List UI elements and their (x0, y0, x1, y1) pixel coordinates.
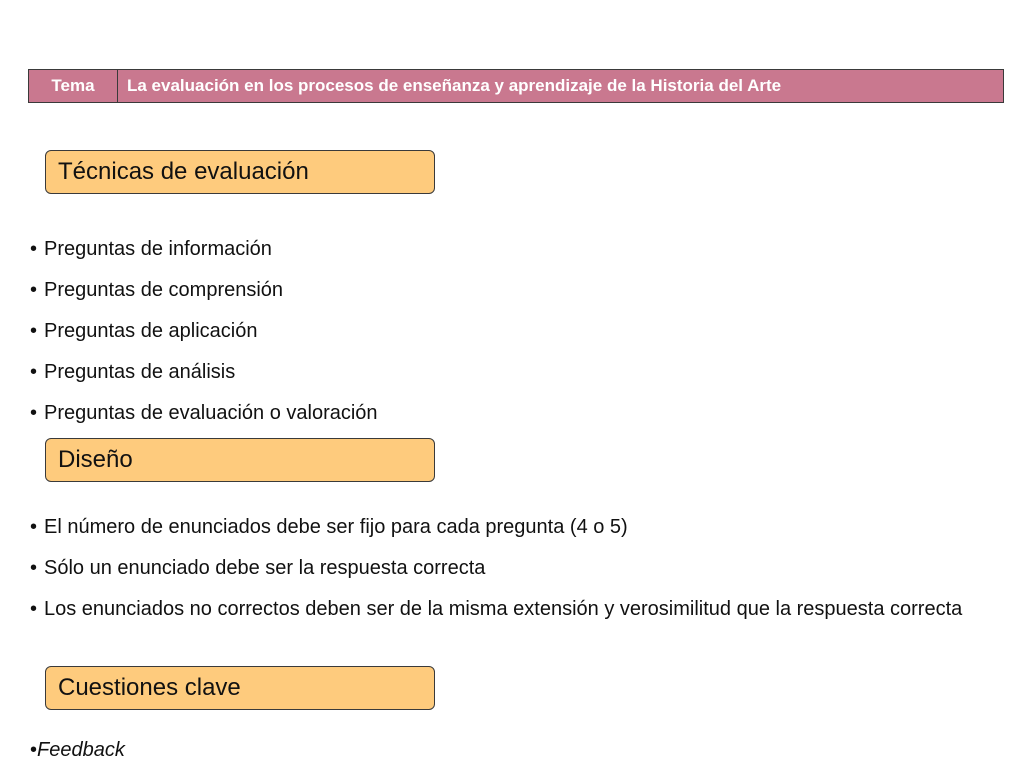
tecnicas-list (30, 236, 378, 441)
list-item: • El número de enunciados debe ser fijo para cada pregunta (4 o 5) (30, 514, 986, 541)
list-item: • Los enunciados no correctos deben ser de la misma extensión y verosimilitud que la respuesta correcta (30, 596, 986, 623)
diseno-list (30, 514, 986, 637)
list-item: •Feedback (30, 739, 125, 761)
list-item: • Preguntas de información (30, 236, 378, 263)
section-title-cuestiones: Cuestiones clave (45, 666, 435, 710)
bullet-icon: • (30, 739, 38, 761)
topic-header-table (28, 69, 1004, 103)
bullet-icon: • (30, 238, 38, 260)
topic-value: La evaluación en los procesos de enseñanza y aprendizaje de la Historia del Arte (127, 76, 782, 95)
bullet-icon: • (30, 279, 38, 301)
list-item: • Preguntas de análisis (30, 359, 378, 386)
bullet-icon: • (30, 320, 38, 342)
list-item: • Sólo un enunciado debe ser la respuesta correcta (30, 555, 986, 582)
bullet-icon: • (30, 598, 38, 620)
cuestiones-list (30, 737, 125, 768)
bullet-icon: • (30, 516, 38, 538)
bullet-icon: • (30, 402, 38, 424)
list-item: • Preguntas de comprensión (30, 277, 378, 304)
list-item: • Preguntas de aplicación (30, 318, 378, 345)
bullet-icon: • (30, 361, 38, 383)
bullet-icon: • (30, 557, 38, 579)
topic-label: Tema (29, 70, 118, 102)
section-title-diseno: Diseño (45, 438, 435, 482)
section-title-tecnicas: Técnicas de evaluación (45, 150, 435, 194)
list-item: • Preguntas de evaluación o valoración (30, 400, 378, 427)
